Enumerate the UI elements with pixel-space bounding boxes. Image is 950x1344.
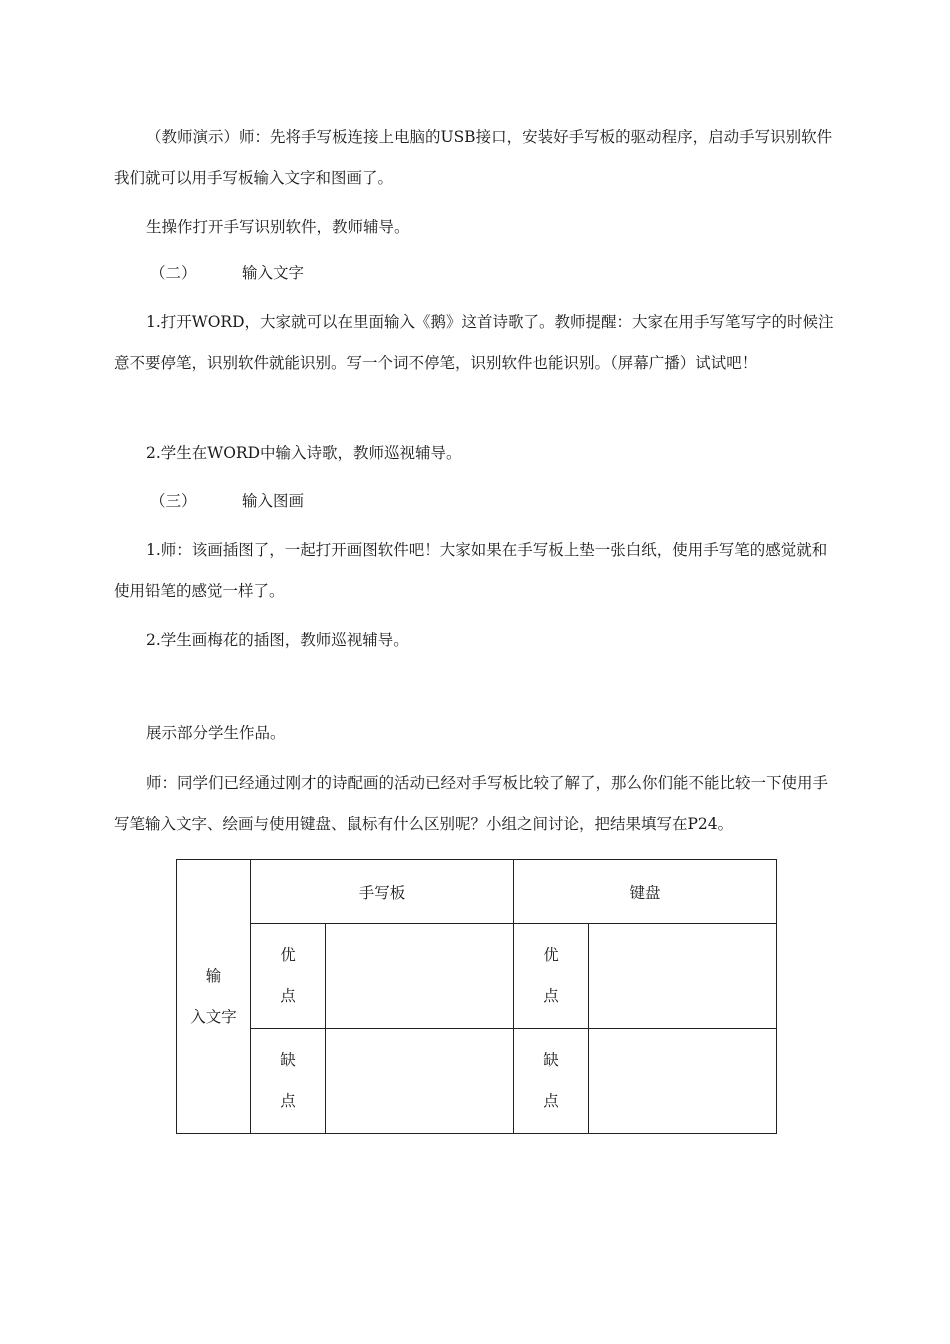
header-handwriting-tablet: 手写板 bbox=[251, 860, 514, 924]
keyboard-cons-cell[interactable] bbox=[589, 1029, 777, 1134]
row-label-input-text: 输 入文字 bbox=[177, 860, 251, 1134]
section-number: （三） bbox=[150, 492, 197, 510]
paragraph-open-paint: 1.师：该画插图了，一起打开画图软件吧！大家如果在手写板上垫一张白纸，使用手写笔的感觉就和使用铅笔的感觉一样了。 bbox=[114, 541, 828, 600]
paragraph-teacher-demo: （教师演示）师：先将手写板连接上电脑的USB接口，安装好手写板的驱动程序，启动手写识别软件我们就可以用手写板输入文字和图画了。 bbox=[114, 128, 833, 187]
comparison-table bbox=[176, 859, 777, 1134]
section-heading-input-drawing bbox=[150, 481, 304, 522]
section-title: 输入文字 bbox=[242, 264, 305, 282]
paragraph-open-word: 1.打开WORD，大家就可以在里面输入《鹅》这首诗歌了。教师提醒：大家在用手写笔写字的时候注意不要停笔，识别软件就能识别。写一个词不停笔，识别软件也能识别。（屏幕广播）试试吧！ bbox=[114, 313, 834, 372]
tablet-cons-label: 缺 点 bbox=[251, 1029, 326, 1134]
paragraph-student-draw: 2.学生画梅花的插图，教师巡视辅导。 bbox=[146, 631, 409, 649]
tablet-pros-label: 优 点 bbox=[251, 924, 326, 1029]
keyboard-pros-label: 优 点 bbox=[514, 924, 589, 1029]
paragraph-student-operate: 生操作打开手写识别软件，教师辅导。 bbox=[146, 218, 410, 236]
section-title: 输入图画 bbox=[242, 492, 305, 510]
keyboard-pros-cell[interactable] bbox=[589, 924, 777, 1029]
header-keyboard: 键盘 bbox=[514, 860, 777, 924]
tablet-pros-cell[interactable] bbox=[326, 924, 514, 1029]
keyboard-cons-label: 缺 点 bbox=[514, 1029, 589, 1134]
paragraph-show-works: 展示部分学生作品。 bbox=[146, 724, 286, 742]
section-number: （二） bbox=[150, 264, 197, 282]
paragraph-discussion: 师：同学们已经通过刚才的诗配画的活动已经对手写板比较了解了，那么你们能不能比较一下使用手写笔输入文字、绘画与使用键盘、鼠标有什么区别呢？小组之间讨论，把结果填写在P24。 bbox=[114, 774, 829, 833]
paragraph-student-input-poem: 2.学生在WORD中输入诗歌，教师巡视辅导。 bbox=[146, 444, 462, 462]
section-heading-input-text bbox=[150, 253, 304, 294]
tablet-cons-cell[interactable] bbox=[326, 1029, 514, 1134]
